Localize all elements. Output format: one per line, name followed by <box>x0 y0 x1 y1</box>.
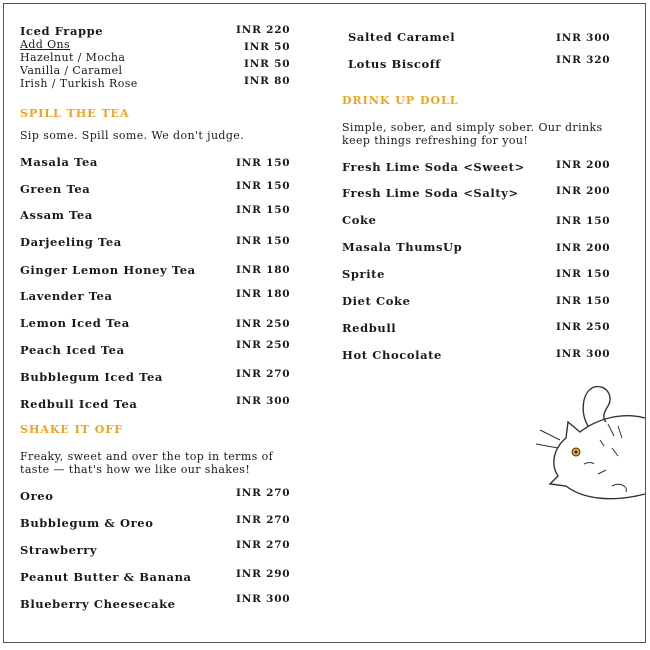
section-heading-shake-it-off: SHAKE IT OFF <box>20 423 124 436</box>
menu-item-price: INR 150 <box>556 268 611 280</box>
menu-item-name: Oreo <box>20 489 54 503</box>
menu-item-price: INR 180 <box>236 264 291 276</box>
spill-the-tea-description: Sip some. Spill some. We don't judge. <box>20 129 245 142</box>
peeking-cat-icon <box>528 382 646 507</box>
menu-item-price: INR 150 <box>236 204 291 216</box>
add-ons-price: INR 50 <box>244 41 291 53</box>
menu-item-name: Diet Coke <box>342 294 411 308</box>
menu-item-name: Fresh Lime Soda <Sweet> <box>342 160 525 174</box>
menu-item-name: Fresh Lime Soda <Salty> <box>342 186 519 200</box>
menu-item-name: Hot Chocolate <box>342 348 442 362</box>
menu-item-name: Peanut Butter & Banana <box>20 570 192 584</box>
menu-item-price: INR 250 <box>556 321 611 333</box>
menu-item-price: INR 250 <box>236 318 291 330</box>
menu-item-name: Sprite <box>342 267 386 281</box>
menu-item-price: INR 270 <box>236 514 291 526</box>
irish-turkish-rose-price: INR 80 <box>244 75 291 87</box>
menu-item-name: Lotus Biscoff <box>348 57 441 71</box>
menu-item-name: Strawberry <box>20 543 98 557</box>
menu-item-price: INR 250 <box>236 339 291 351</box>
drink-up-doll-description: Simple, sober, and simply sober. Our drinks keep things refreshing for you! <box>342 121 603 147</box>
menu-item-name: Masala Tea <box>20 155 98 169</box>
menu-item-price: INR 320 <box>556 54 611 66</box>
hazelnut-mocha-price: INR 50 <box>244 58 291 70</box>
menu-item-price: INR 270 <box>236 487 291 499</box>
add-ons-label: Add Ons <box>20 38 71 51</box>
iced-frappe-price: INR 220 <box>236 24 291 36</box>
menu-item-price: INR 270 <box>236 368 291 380</box>
menu-item-price: INR 150 <box>236 180 291 192</box>
menu-item-name: Redbull <box>342 321 397 335</box>
section-heading-spill-the-tea: SPILL THE TEA <box>20 107 130 120</box>
menu-item-price: INR 150 <box>556 295 611 307</box>
menu-item-price: INR 300 <box>556 348 611 360</box>
menu-item-name: Bubblegum & Oreo <box>20 516 154 530</box>
menu-item-name: Ginger Lemon Honey Tea <box>20 263 196 277</box>
hazelnut-mocha-name: Hazelnut / Mocha <box>20 51 126 64</box>
menu-item-price: INR 290 <box>236 568 291 580</box>
menu-item-price: INR 300 <box>236 395 291 407</box>
menu-item-name: Bubblegum Iced Tea <box>20 370 163 384</box>
menu-item-name: Masala ThumsUp <box>342 240 463 254</box>
menu-item-name: Coke <box>342 213 377 227</box>
iced-frappe-name: Iced Frappe <box>20 24 104 38</box>
irish-turkish-rose-name: Irish / Turkish Rose <box>20 77 138 90</box>
menu-item-price: INR 300 <box>556 32 611 44</box>
menu-item-name: Darjeeling Tea <box>20 235 122 249</box>
menu-item-name: Lavender Tea <box>20 289 113 303</box>
menu-item-price: INR 200 <box>556 242 611 254</box>
menu-item-price: INR 150 <box>236 235 291 247</box>
menu-item-price: INR 180 <box>236 288 291 300</box>
menu-item-name: Assam Tea <box>20 208 93 222</box>
menu-item-name: Peach Iced Tea <box>20 343 125 357</box>
menu-item-price: INR 200 <box>556 185 611 197</box>
section-heading-drink-up-doll: DRINK UP DOLL <box>342 94 459 107</box>
menu-item-name: Green Tea <box>20 182 91 196</box>
menu-item-name: Redbull Iced Tea <box>20 397 138 411</box>
menu-item-price: INR 300 <box>236 593 291 605</box>
menu-item-name: Lemon Iced Tea <box>20 316 130 330</box>
menu-item-price: INR 200 <box>556 159 611 171</box>
menu-item-name: Blueberry Cheesecake <box>20 597 176 611</box>
menu-item-price: INR 270 <box>236 539 291 551</box>
vanilla-caramel-name: Vanilla / Caramel <box>20 64 123 77</box>
menu-item-name: Salted Caramel <box>348 30 456 44</box>
menu-item-price: INR 150 <box>556 215 611 227</box>
shake-it-off-description: Freaky, sweet and over the top in terms of taste — that's how we like our shakes! <box>20 450 274 476</box>
menu-item-price: INR 150 <box>236 157 291 169</box>
